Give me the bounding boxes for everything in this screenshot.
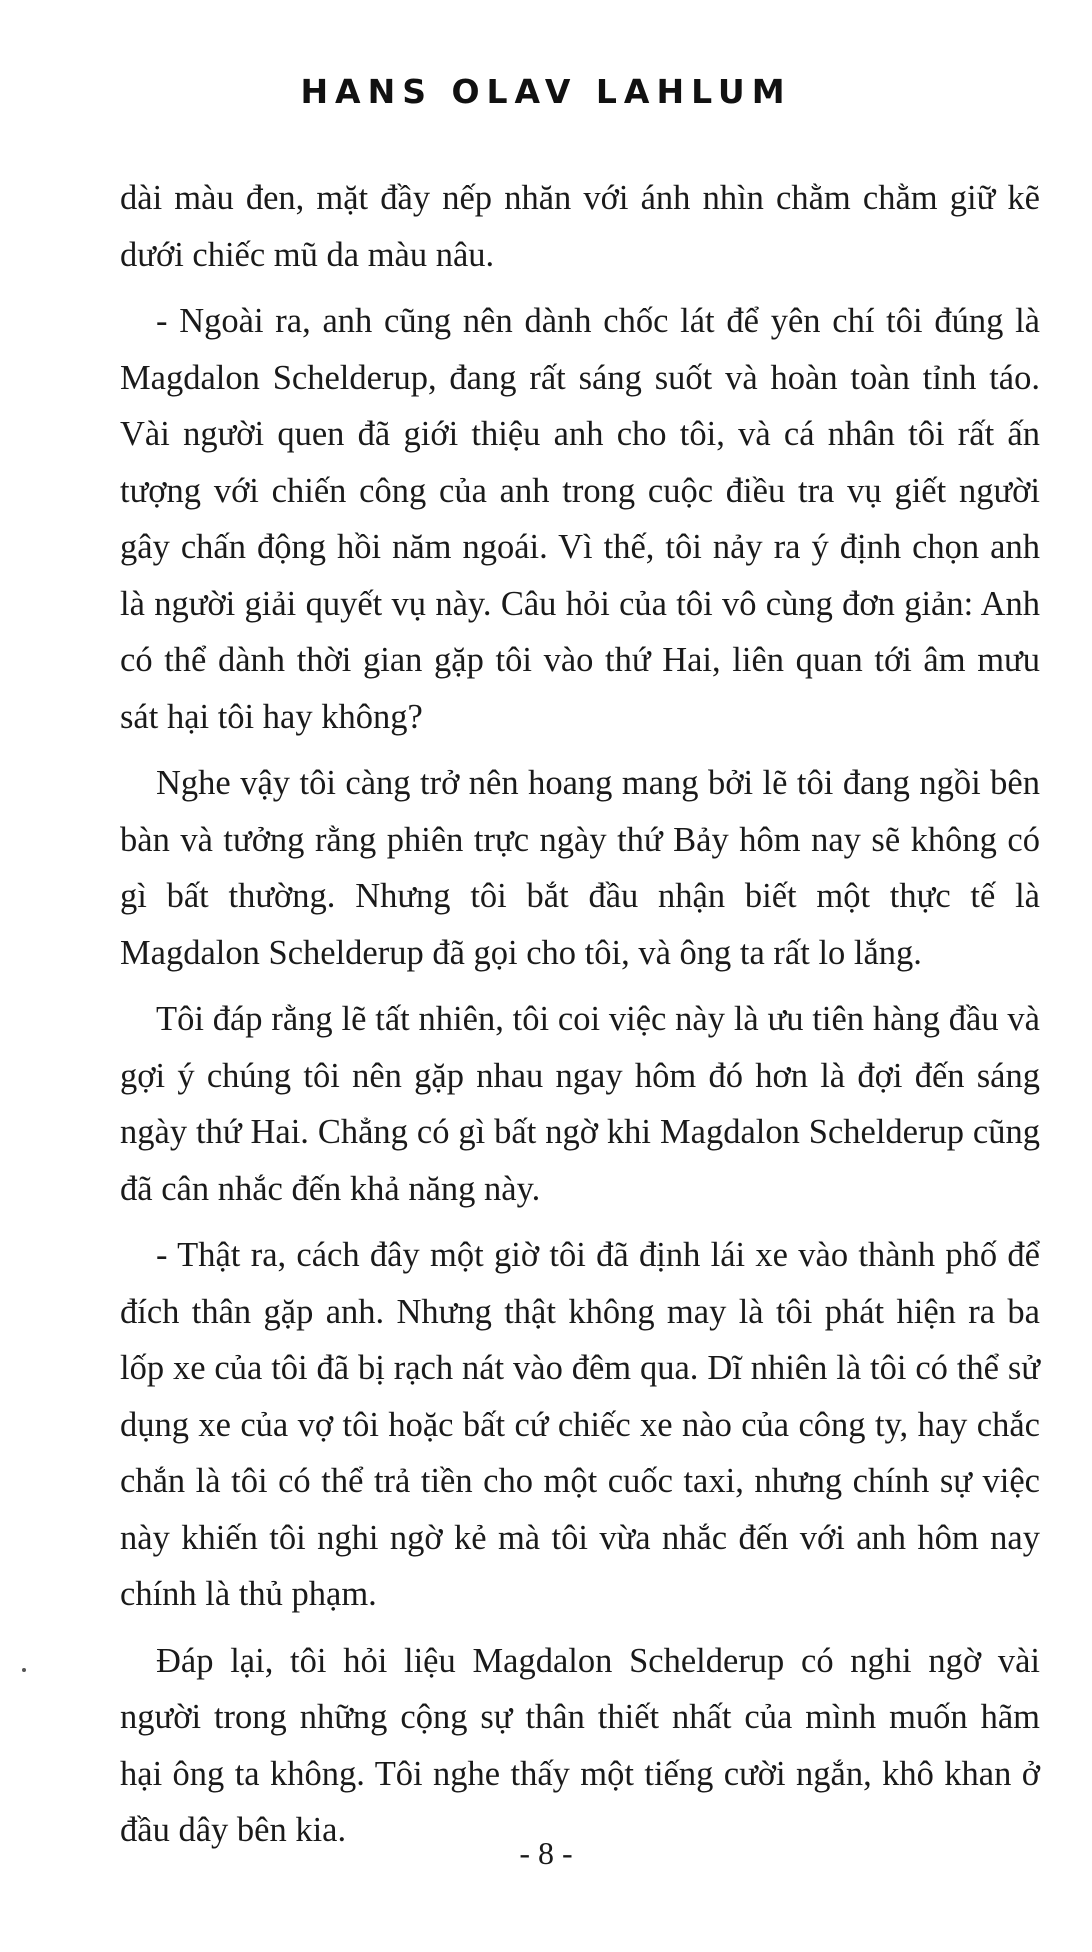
margin-speck	[22, 1668, 26, 1672]
paragraph-4: Tôi đáp rằng lẽ tất nhiên, tôi coi việc này là ưu tiên hàng đầu và gợi ý chúng tôi nên gặp nhau ngay hôm đó hơn là đợi đến sáng ngày thứ Hai. Chẳng có gì bất ngờ khi Magdalon Schelderup cũng đã cân nhắc đến khả năng này.	[120, 1000, 1040, 1208]
paragraph-3: Nghe vậy tôi càng trở nên hoang mang bởi lẽ tôi đang ngồi bên bàn và tưởng rằng phiên trực ngày thứ Bảy hôm nay sẽ không có gì bất thường. Nhưng tôi bắt đầu nhận biết một thực tế là Magdalon Schelderup đã gọi cho tôi, và ông ta rất lo lắng.	[120, 764, 1040, 972]
paragraph-6: Đáp lại, tôi hỏi liệu Magdalon Schelderup có nghi ngờ vài người trong những cộng sự thân thiết nhất của mình muốn hãm hại ông ta không. Tôi nghe thấy một tiếng cười ngắn, khô khan ở đầu dây bên kia.	[120, 1641, 1040, 1849]
body-text	[120, 170, 1040, 1869]
paragraph-1: dài màu đen, mặt đầy nếp nhăn với ánh nhìn chằm chằm giữ kẽ dưới chiếc mũ da màu nâu.	[120, 179, 1040, 274]
paragraph-2: - Ngoài ra, anh cũng nên dành chốc lát để yên chí tôi đúng là Magdalon Schelderup, đang rất sáng suốt và hoàn toàn tỉnh táo. Vài người quen đã giới thiệu anh cho tôi, và cá nhân tôi rất ấn tượng với chiến công của anh trong cuộc điều tra vụ giết người gây chấn động hồi năm ngoái. Vì thế, tôi nảy ra ý định chọn anh là người giải quyết vụ này. Câu hỏi của tôi vô cùng đơn giản: Anh có thể dành thời gian gặp tôi vào thứ Hai, liên quan tới âm mưu sát hại tôi hay không?	[120, 302, 1040, 736]
page-number: - 8 -	[519, 1835, 573, 1871]
running-header-title: HANS OLAV LAHLUM	[300, 72, 792, 111]
paragraph-5: - Thật ra, cách đây một giờ tôi đã định lái xe vào thành phố để đích thân gặp anh. Nhưng thật không may là tôi phát hiện ra ba lốp xe của tôi đã bị rạch nát vào đêm qua. Dĩ nhiên là tôi có thể sử dụng xe của vợ tôi hoặc bất cứ chiếc xe nào của công ty, hay chắc chắn là tôi có thể trả tiền cho một cuốc taxi, nhưng chính sự việc này khiến tôi nghi ngờ kẻ mà tôi vừa nhắc đến với anh hôm nay chính là thủ phạm.	[120, 1236, 1040, 1613]
